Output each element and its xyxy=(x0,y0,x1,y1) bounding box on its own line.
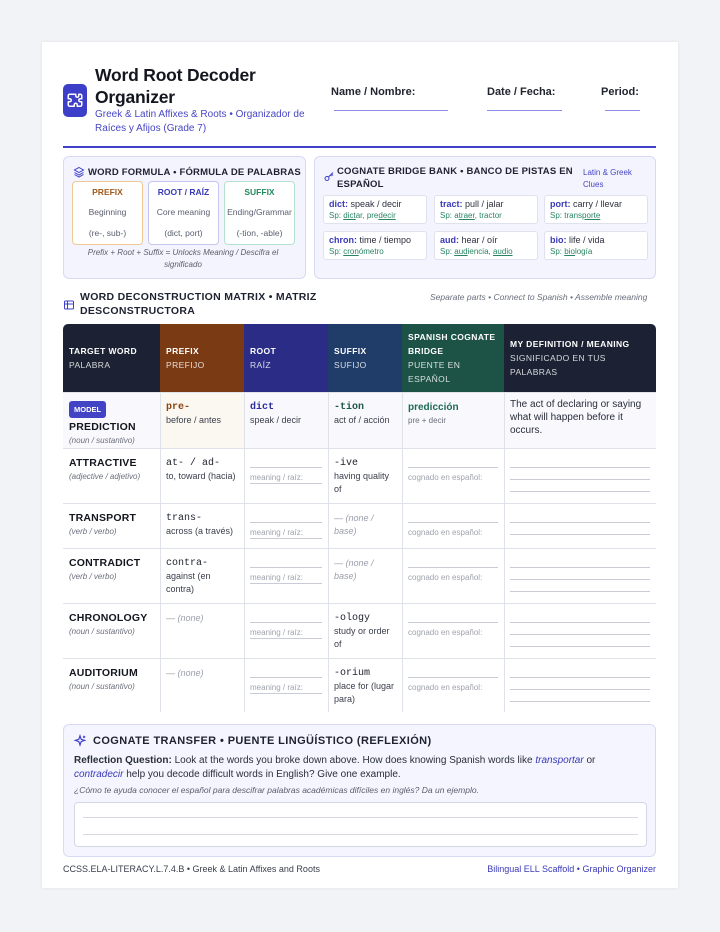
part-of-speech: (noun / sustantivo) xyxy=(69,627,135,636)
formula-box-head: PREFIX xyxy=(92,187,123,197)
matrix-header-root xyxy=(244,324,328,392)
target-word: TRANSPORT xyxy=(69,512,137,524)
model-prefix-cell xyxy=(160,392,244,448)
definition-line[interactable] xyxy=(510,634,650,635)
matrix-header-suffix xyxy=(328,324,402,392)
cognate-cell[interactable] xyxy=(402,548,504,603)
formula-box-suffix xyxy=(224,181,295,245)
clue-sp-d: , tractor xyxy=(474,211,502,220)
clue-meaning: carry / llevar xyxy=(573,199,623,209)
worksheet-page xyxy=(42,42,678,888)
model-definition-cell xyxy=(504,392,656,448)
cognate-bridge-panel xyxy=(314,156,656,279)
header-es: PREFIJO xyxy=(166,360,205,370)
prefix-none: — (none) xyxy=(166,668,204,678)
matrix-hint: Separate parts • Connect to Spanish • Assemble meaning xyxy=(430,292,648,302)
definition-cell[interactable] xyxy=(504,603,656,658)
root-meaning-line[interactable] xyxy=(250,638,322,639)
clue-sp-underline-c: decir xyxy=(378,211,396,220)
cognate-clue xyxy=(323,231,427,260)
definition-cell[interactable] xyxy=(504,503,656,548)
root-cell[interactable] xyxy=(244,658,328,712)
model-word: PREDICTION xyxy=(69,421,136,433)
cognate-fill-line[interactable] xyxy=(408,622,498,623)
model-suffix: -tion xyxy=(334,402,365,413)
target-word-cell xyxy=(63,548,160,603)
layers-icon xyxy=(73,166,85,178)
model-root-cell xyxy=(244,392,328,448)
root-fill-line[interactable] xyxy=(250,467,322,468)
reflection-question-text-1: Look at the words you broke down above. How does knowing Spanish words like xyxy=(174,755,533,766)
target-word-cell xyxy=(63,503,160,548)
target-word-cell xyxy=(63,658,160,712)
cognate-label: cognado en español: xyxy=(408,683,483,692)
clue-meaning: life / vida xyxy=(569,235,605,245)
answer-line xyxy=(83,834,638,835)
suffix-cell xyxy=(328,603,402,658)
target-word: CHRONOLOGY xyxy=(69,612,148,624)
cognate-cell[interactable] xyxy=(402,603,504,658)
cognate-clue xyxy=(544,195,648,224)
formula-box-desc: Ending/Grammar xyxy=(227,207,292,217)
clue-root: dict: xyxy=(329,199,348,209)
formula-box-prefix xyxy=(72,181,143,245)
definition-line[interactable] xyxy=(510,677,650,678)
target-word: CONTRADICT xyxy=(69,557,141,569)
definition-line[interactable] xyxy=(510,534,650,535)
formula-box-desc: Beginning xyxy=(88,207,127,217)
header-es: PUENTE EN ESPAÑOL xyxy=(408,360,461,384)
header-es: PALABRA xyxy=(69,360,111,370)
cognate-cell[interactable] xyxy=(402,448,504,503)
target-word: AUDITORIUM xyxy=(69,667,138,679)
cognate-cell[interactable] xyxy=(402,658,504,712)
header-en: PREFIX xyxy=(166,346,200,356)
header-en: SUFFIX xyxy=(334,346,367,356)
model-cognate-note: pre + decir xyxy=(408,416,447,425)
period-field[interactable] xyxy=(605,110,640,111)
clue-sp-b: trans xyxy=(564,211,583,220)
definition-line[interactable] xyxy=(510,689,650,690)
reflection-title: COGNATE TRANSFER • PUENTE LINGÜÍSTICO (REFLEXIÓN) xyxy=(93,735,432,747)
clue-meaning: speak / decir xyxy=(350,199,402,209)
clue-sp-underline-c: porte xyxy=(582,211,601,220)
part-of-speech: (verb / verbo) xyxy=(69,527,117,536)
definition-line[interactable] xyxy=(510,701,650,702)
model-suffix-cell xyxy=(328,392,402,448)
reflection-or: or xyxy=(586,755,596,766)
clue-sp-underline-a: dict xyxy=(343,211,356,220)
reflection-question-label: Reflection Question: xyxy=(74,755,172,766)
formula-box-example: (-tion, -able) xyxy=(236,228,283,238)
model-root: dict xyxy=(250,402,275,413)
cognate-clue xyxy=(544,231,648,260)
cognate-label: cognado en español: xyxy=(408,473,483,482)
clue-sp-underline-c: audio xyxy=(492,247,513,256)
reflection-question xyxy=(74,754,634,782)
prefix-meaning: to, toward (hacia) xyxy=(166,471,236,481)
definition-line[interactable] xyxy=(510,467,650,468)
suffix-text: -orium xyxy=(334,668,371,679)
cognate-fill-line[interactable] xyxy=(408,522,498,523)
root-cell[interactable] xyxy=(244,448,328,503)
page-title: Word Root Decoder Organizer xyxy=(95,65,256,107)
model-prefix-meaning: before / antes xyxy=(166,415,222,425)
puzzle-icon xyxy=(63,84,87,117)
definition-cell[interactable] xyxy=(504,548,656,603)
root-meaning-line[interactable] xyxy=(250,483,322,484)
clue-sp-label: Sp: xyxy=(550,247,563,256)
root-fill-line[interactable] xyxy=(250,522,322,523)
period-label: Period: xyxy=(601,86,639,98)
suffix-cell xyxy=(328,658,402,712)
formula-text: Prefix + Root + Suffix = Unlocks Meaning / Descifra el significado xyxy=(87,248,279,269)
root-meaning-label: meaning / raíz: xyxy=(250,473,303,482)
formula-box-desc: Core meaning xyxy=(156,207,211,217)
reflection-question-text-2: help you decode difficult words in English? Give one example. xyxy=(126,769,401,780)
root-meaning-line[interactable] xyxy=(250,538,322,539)
clue-sp-b: ar, pre xyxy=(355,211,379,220)
cognate-clue xyxy=(434,195,538,224)
reflection-panel xyxy=(63,724,656,857)
prefix-cell xyxy=(160,503,244,548)
clue-sp-label: Sp: xyxy=(329,211,342,220)
date-label: Date / Fecha: xyxy=(487,86,556,98)
definition-line[interactable] xyxy=(510,567,650,568)
header-en: SPANISH COGNATE BRIDGE xyxy=(408,332,496,356)
formula-box-example: (dict, port) xyxy=(164,228,203,238)
suffix-text: -ology xyxy=(334,613,371,624)
clue-root: aud: xyxy=(440,235,459,245)
footer-standard: CCSS.ELA-LITERACY.L.7.4.B • Greek & Latin Affixes and Roots xyxy=(63,864,320,874)
prefix-none: — (none) xyxy=(166,613,204,623)
clue-sp-label: Sp: xyxy=(440,211,453,220)
root-cell[interactable] xyxy=(244,548,328,603)
model-cognate-cell xyxy=(402,392,504,448)
cognate-clue xyxy=(434,231,538,260)
cognate-fill-line[interactable] xyxy=(408,677,498,678)
clue-sp-underline-c: bio xyxy=(564,247,575,256)
header-es: RAÍZ xyxy=(250,360,271,370)
clue-sp-d: ómetro xyxy=(358,247,384,256)
clue-meaning: hear / oír xyxy=(461,235,498,245)
header-en: TARGET WORD xyxy=(69,346,137,356)
clue-sp-b: iencia, xyxy=(467,247,493,256)
definition-cell[interactable] xyxy=(504,658,656,712)
root-meaning-label: meaning / raíz: xyxy=(250,628,303,637)
root-cell[interactable] xyxy=(244,603,328,658)
suffix-cell xyxy=(328,503,402,548)
root-fill-line[interactable] xyxy=(250,677,322,678)
suffix-meaning: study or order of xyxy=(334,626,390,649)
prefix-text: trans- xyxy=(166,513,203,524)
clue-sp-underline-c: cron xyxy=(343,247,359,256)
header-es: SUFIJO xyxy=(334,360,367,370)
root-meaning-label: meaning / raíz: xyxy=(250,528,303,537)
prefix-text: at- / ad- xyxy=(166,458,221,469)
suffix-cell xyxy=(328,448,402,503)
formula-box-example: (re-, sub-) xyxy=(88,228,127,238)
suffix-none: — (none / base) xyxy=(334,558,374,581)
root-meaning-label: meaning / raíz: xyxy=(250,573,303,582)
cognate-label: cognado en español: xyxy=(408,628,483,637)
clue-root: tract: xyxy=(440,199,463,209)
target-word-cell xyxy=(63,603,160,658)
model-definition: The act of declaring or saying what will happen before it occurs. xyxy=(510,399,642,436)
suffix-text: -ive xyxy=(334,458,359,469)
prefix-cell xyxy=(160,548,244,603)
key-icon xyxy=(323,171,335,183)
definition-line[interactable] xyxy=(510,591,650,592)
clue-meaning: time / tiempo xyxy=(359,235,412,245)
definition-line[interactable] xyxy=(510,579,650,580)
footer-scaffold: Bilingual ELL Scaffold • Graphic Organizer xyxy=(487,864,656,874)
definition-line[interactable] xyxy=(510,622,650,623)
reflection-question-spanish: ¿Cómo te ayuda conocer el español para descifrar palabras académicas difíciles en inglés? Da un ejemplo. xyxy=(74,785,479,795)
cognate-bridge-title: COGNATE BRIDGE BANK • BANCO DE PISTAS EN ESPAÑOL xyxy=(337,166,573,190)
matrix-header-spanish-cognate xyxy=(402,324,504,392)
prefix-cell xyxy=(160,603,244,658)
root-meaning-line[interactable] xyxy=(250,693,322,694)
matrix-title: WORD DECONSTRUCTION MATRIX • MATRIZ DESCONSTRUCTORA xyxy=(80,291,317,317)
header-en: MY DEFINITION / MEANING xyxy=(510,339,630,349)
model-word-cell xyxy=(63,392,160,448)
suffix-cell xyxy=(328,548,402,603)
name-field[interactable] xyxy=(334,110,448,111)
suffix-none: — (none / base) xyxy=(334,513,374,536)
suffix-meaning: having quality of xyxy=(334,471,390,494)
model-prefix: pre- xyxy=(166,402,191,413)
header-en: ROOT xyxy=(250,346,277,356)
definition-line[interactable] xyxy=(510,522,650,523)
page-subtitle: Greek & Latin Affixes & Roots • Organizador de Raíces y Afijos (Grade 7) xyxy=(95,109,305,134)
target-word-cell xyxy=(63,448,160,503)
root-meaning-label: meaning / raíz: xyxy=(250,683,303,692)
clue-sp-label: Sp: xyxy=(440,247,453,256)
prefix-cell xyxy=(160,448,244,503)
model-cognate: predicción xyxy=(408,402,459,413)
definition-line[interactable] xyxy=(510,491,650,492)
matrix-header-definition xyxy=(504,324,656,392)
clue-root: port: xyxy=(550,199,571,209)
formula-box-head: ROOT / RAÍZ xyxy=(157,187,210,197)
cognate-cell[interactable] xyxy=(402,503,504,548)
latin-greek-tag: Latin & Greek Clues xyxy=(583,168,632,189)
clue-sp-b: a xyxy=(454,211,459,220)
clue-sp-label: Sp: xyxy=(329,247,342,256)
name-label: Name / Nombre: xyxy=(331,86,416,98)
cognate-label: cognado en español: xyxy=(408,528,483,537)
cognate-fill-line[interactable] xyxy=(408,467,498,468)
header-divider xyxy=(63,146,656,148)
table-icon xyxy=(63,299,75,311)
definition-cell[interactable] xyxy=(504,448,656,503)
formula-box-root xyxy=(148,181,219,245)
cognate-clue xyxy=(323,195,427,224)
prefix-meaning: across (a través) xyxy=(166,526,234,536)
part-of-speech: (noun / sustantivo) xyxy=(69,682,135,691)
clue-sp-underline-a: aud xyxy=(454,247,468,256)
matrix-header-target-word xyxy=(63,324,160,392)
root-cell[interactable] xyxy=(244,503,328,548)
word-formula-panel xyxy=(63,156,306,279)
cognate-fill-line[interactable] xyxy=(408,567,498,568)
reflection-word-2: contradecir xyxy=(74,769,124,780)
model-suffix-meaning: act of / acción xyxy=(334,415,390,425)
clue-root: bio: xyxy=(550,235,567,245)
clue-meaning: pull / jalar xyxy=(465,199,504,209)
matrix-header-prefix xyxy=(160,324,244,392)
model-root-meaning: speak / decir xyxy=(250,415,302,425)
cognate-label: cognado en español: xyxy=(408,573,483,582)
header-es: SIGNIFICADO EN TUS PALABRAS xyxy=(510,353,606,377)
definition-line[interactable] xyxy=(510,646,650,647)
reflection-answer-box[interactable] xyxy=(74,802,647,847)
suffix-meaning: place for (lugar para) xyxy=(334,681,395,704)
formula-box-head: SUFFIX xyxy=(244,187,275,197)
part-of-speech: (verb / verbo) xyxy=(69,572,117,581)
word-formula-title: WORD FORMULA • FÓRMULA DE PALABRAS xyxy=(88,167,301,178)
prefix-meaning: against (en contra) xyxy=(166,571,211,594)
answer-line xyxy=(83,817,638,818)
root-fill-line[interactable] xyxy=(250,622,322,623)
clue-sp-underline-c: traer xyxy=(458,211,475,220)
root-fill-line[interactable] xyxy=(250,567,322,568)
part-of-speech: (adjective / adjetivo) xyxy=(69,472,141,481)
model-pos: (noun / sustantivo) xyxy=(69,436,135,445)
prefix-text: contra- xyxy=(166,558,209,569)
target-word: ATTRACTIVE xyxy=(69,457,137,469)
clue-sp-d: logía xyxy=(574,247,593,256)
prefix-cell xyxy=(160,658,244,712)
clue-root: chron: xyxy=(329,235,357,245)
sparkle-icon xyxy=(73,734,87,748)
reflection-word-1: transportar xyxy=(535,755,584,766)
clue-sp-label: Sp: xyxy=(550,211,563,220)
model-badge: MODEL xyxy=(69,401,106,418)
definition-line[interactable] xyxy=(510,479,650,480)
date-field[interactable] xyxy=(487,110,562,111)
root-meaning-line[interactable] xyxy=(250,583,322,584)
